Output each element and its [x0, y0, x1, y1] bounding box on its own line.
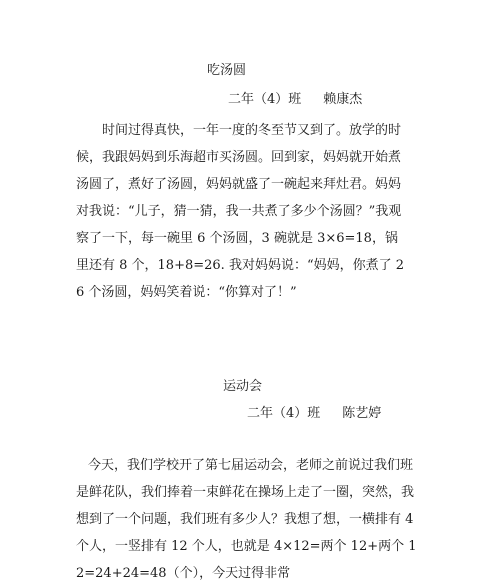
- essay-title: 吃汤圆: [207, 63, 247, 78]
- essay-byline: [247, 405, 381, 423]
- essay-class: 二年（4）班: [228, 92, 302, 107]
- essay-class: 二年（4）班: [247, 406, 321, 421]
- essay-byline: [228, 91, 362, 109]
- essay-body: 今天，我们学校开了第七届运动会，老师之前说过我们班是鲜花队，我们捧着一束鲜花在操场上走了一圈，突然，我想到了一个问题，我们班有多少人？我想了想，一横排有 4 个人，一竖排有 12 个人，也就是 4×12=两个 12+两个 12=24+24=48（个），今天过得非常: [76, 458, 417, 581]
- essay-body: 时间过得真快，一年一度的冬至节又到了。放学的时候，我跟妈妈到乐海超市买汤圆。回到家，妈妈就开始煮汤圆了，煮好了汤圆，妈妈就盛了一碗起来拜灶君。妈妈对我说：“儿子，猜一猜，我一共煮了多少个汤圆？”我观察了一下，每一碗里 6 个汤圆，3 碗就是 3×6=18，锅里还有 8 个，18+8=26. 我对妈妈说：“妈妈，你煮了 26 个汤圆，妈妈笑着说：“你算对了！”: [76, 123, 404, 300]
- essay-title: 运动会: [223, 379, 263, 394]
- essay-author: 陈艺婷: [342, 406, 382, 421]
- essay-author: 赖康杰: [323, 92, 363, 107]
